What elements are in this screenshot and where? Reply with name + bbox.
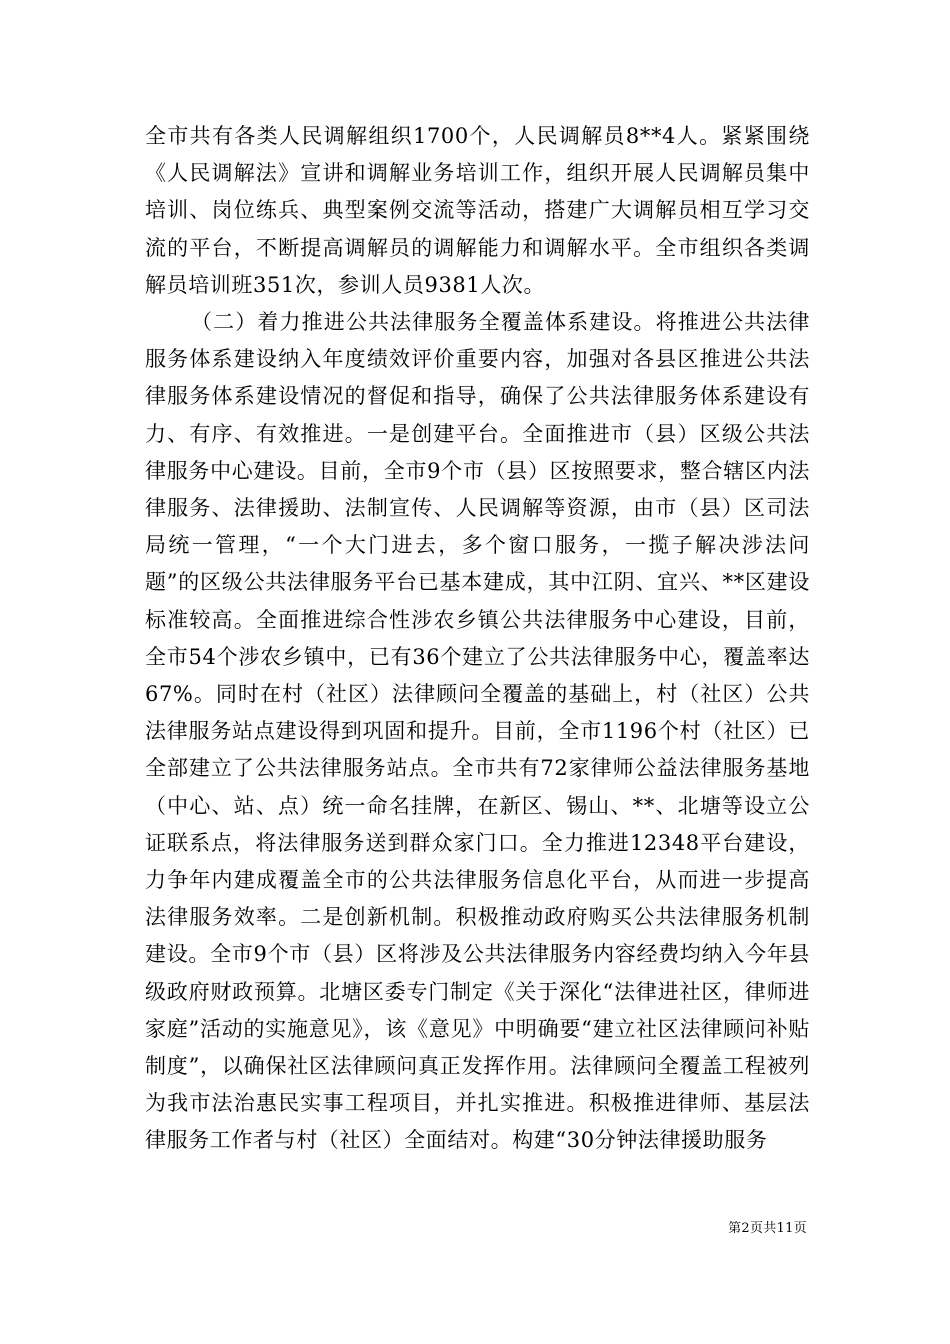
document-body: [145, 118, 810, 1160]
paragraph-public-legal-services: （二）着力推进公共法律服务全覆盖体系建设。将推进公共法律服务体系建设纳入年度绩效评价重要内容，加强对各县区推进公共法律服务体系建设情况的督促和指导，确保了公共法律服务体系建设有力、有序、有效推进。一是创建平台。全面推进市（县）区级公共法律服务中心建设。目前，全市9个市（县）区按照要求，整合辖区内法律服务、法律援助、法制宣传、人民调解等资源，由市（县）区司法局统一管理，“一个大门进去，多个窗口服务，一揽子解决涉法问题”的区级公共法律服务平台已基本建成，其中江阴、宜兴、**区建设标准较高。全面推进综合性涉农乡镇公共法律服务中心建设，目前，全市54个涉农乡镇中，已有36个建立了公共法律服务中心，覆盖率达67%。同时在村（社区）法律顾问全覆盖的基础上，村（社区）公共法律服务站点建设得到巩固和提升。目前，全市1196个村（社区）已全部建立了公共法律服务站点。全市共有72家律师公益法律服务基地（中心、站、点）统一命名挂牌，在新区、锡山、**、北塘等设立公证联系点，将法律服务送到群众家门口。全力推进12348平台建设，力争年内建成覆盖全市的公共法律服务信息化平台，从而进一步提高法律服务效率。二是创新机制。积极推动政府购买公共法律服务机制建设。全市9个市（县）区将涉及公共法律服务内容经费均纳入今年县级政府财政预算。北塘区委专门制定《关于深化“法律进社区，律师进家庭”活动的实施意见》，该《意见》中明确要“建立社区法律顾问补贴制度”，以确保社区法律顾问真正发挥作用。法律顾问全覆盖工程被列为我市法治惠民实事工程项目，并扎实推进。积极推进律师、基层法律服务工作者与村（社区）全面结对。构建“30分钟法律援助服务: [145, 310, 810, 1153]
paragraph-mediation-organizations: 全市共有各类人民调解组织1700个，人民调解员8**4人。紧紧围绕《人民调解法》宣讲和调解业务培训工作，组织开展人民调解员集中培训、岗位练兵、典型案例交流等活动，搭建广大调解员相互学习交流的平台，不断提高调解员的调解能力和调解水平。全市组织各类调解员培训班351次，参训人员9381人次。: [145, 124, 810, 297]
page-number-footer: 第2页共11页: [728, 1221, 807, 1236]
